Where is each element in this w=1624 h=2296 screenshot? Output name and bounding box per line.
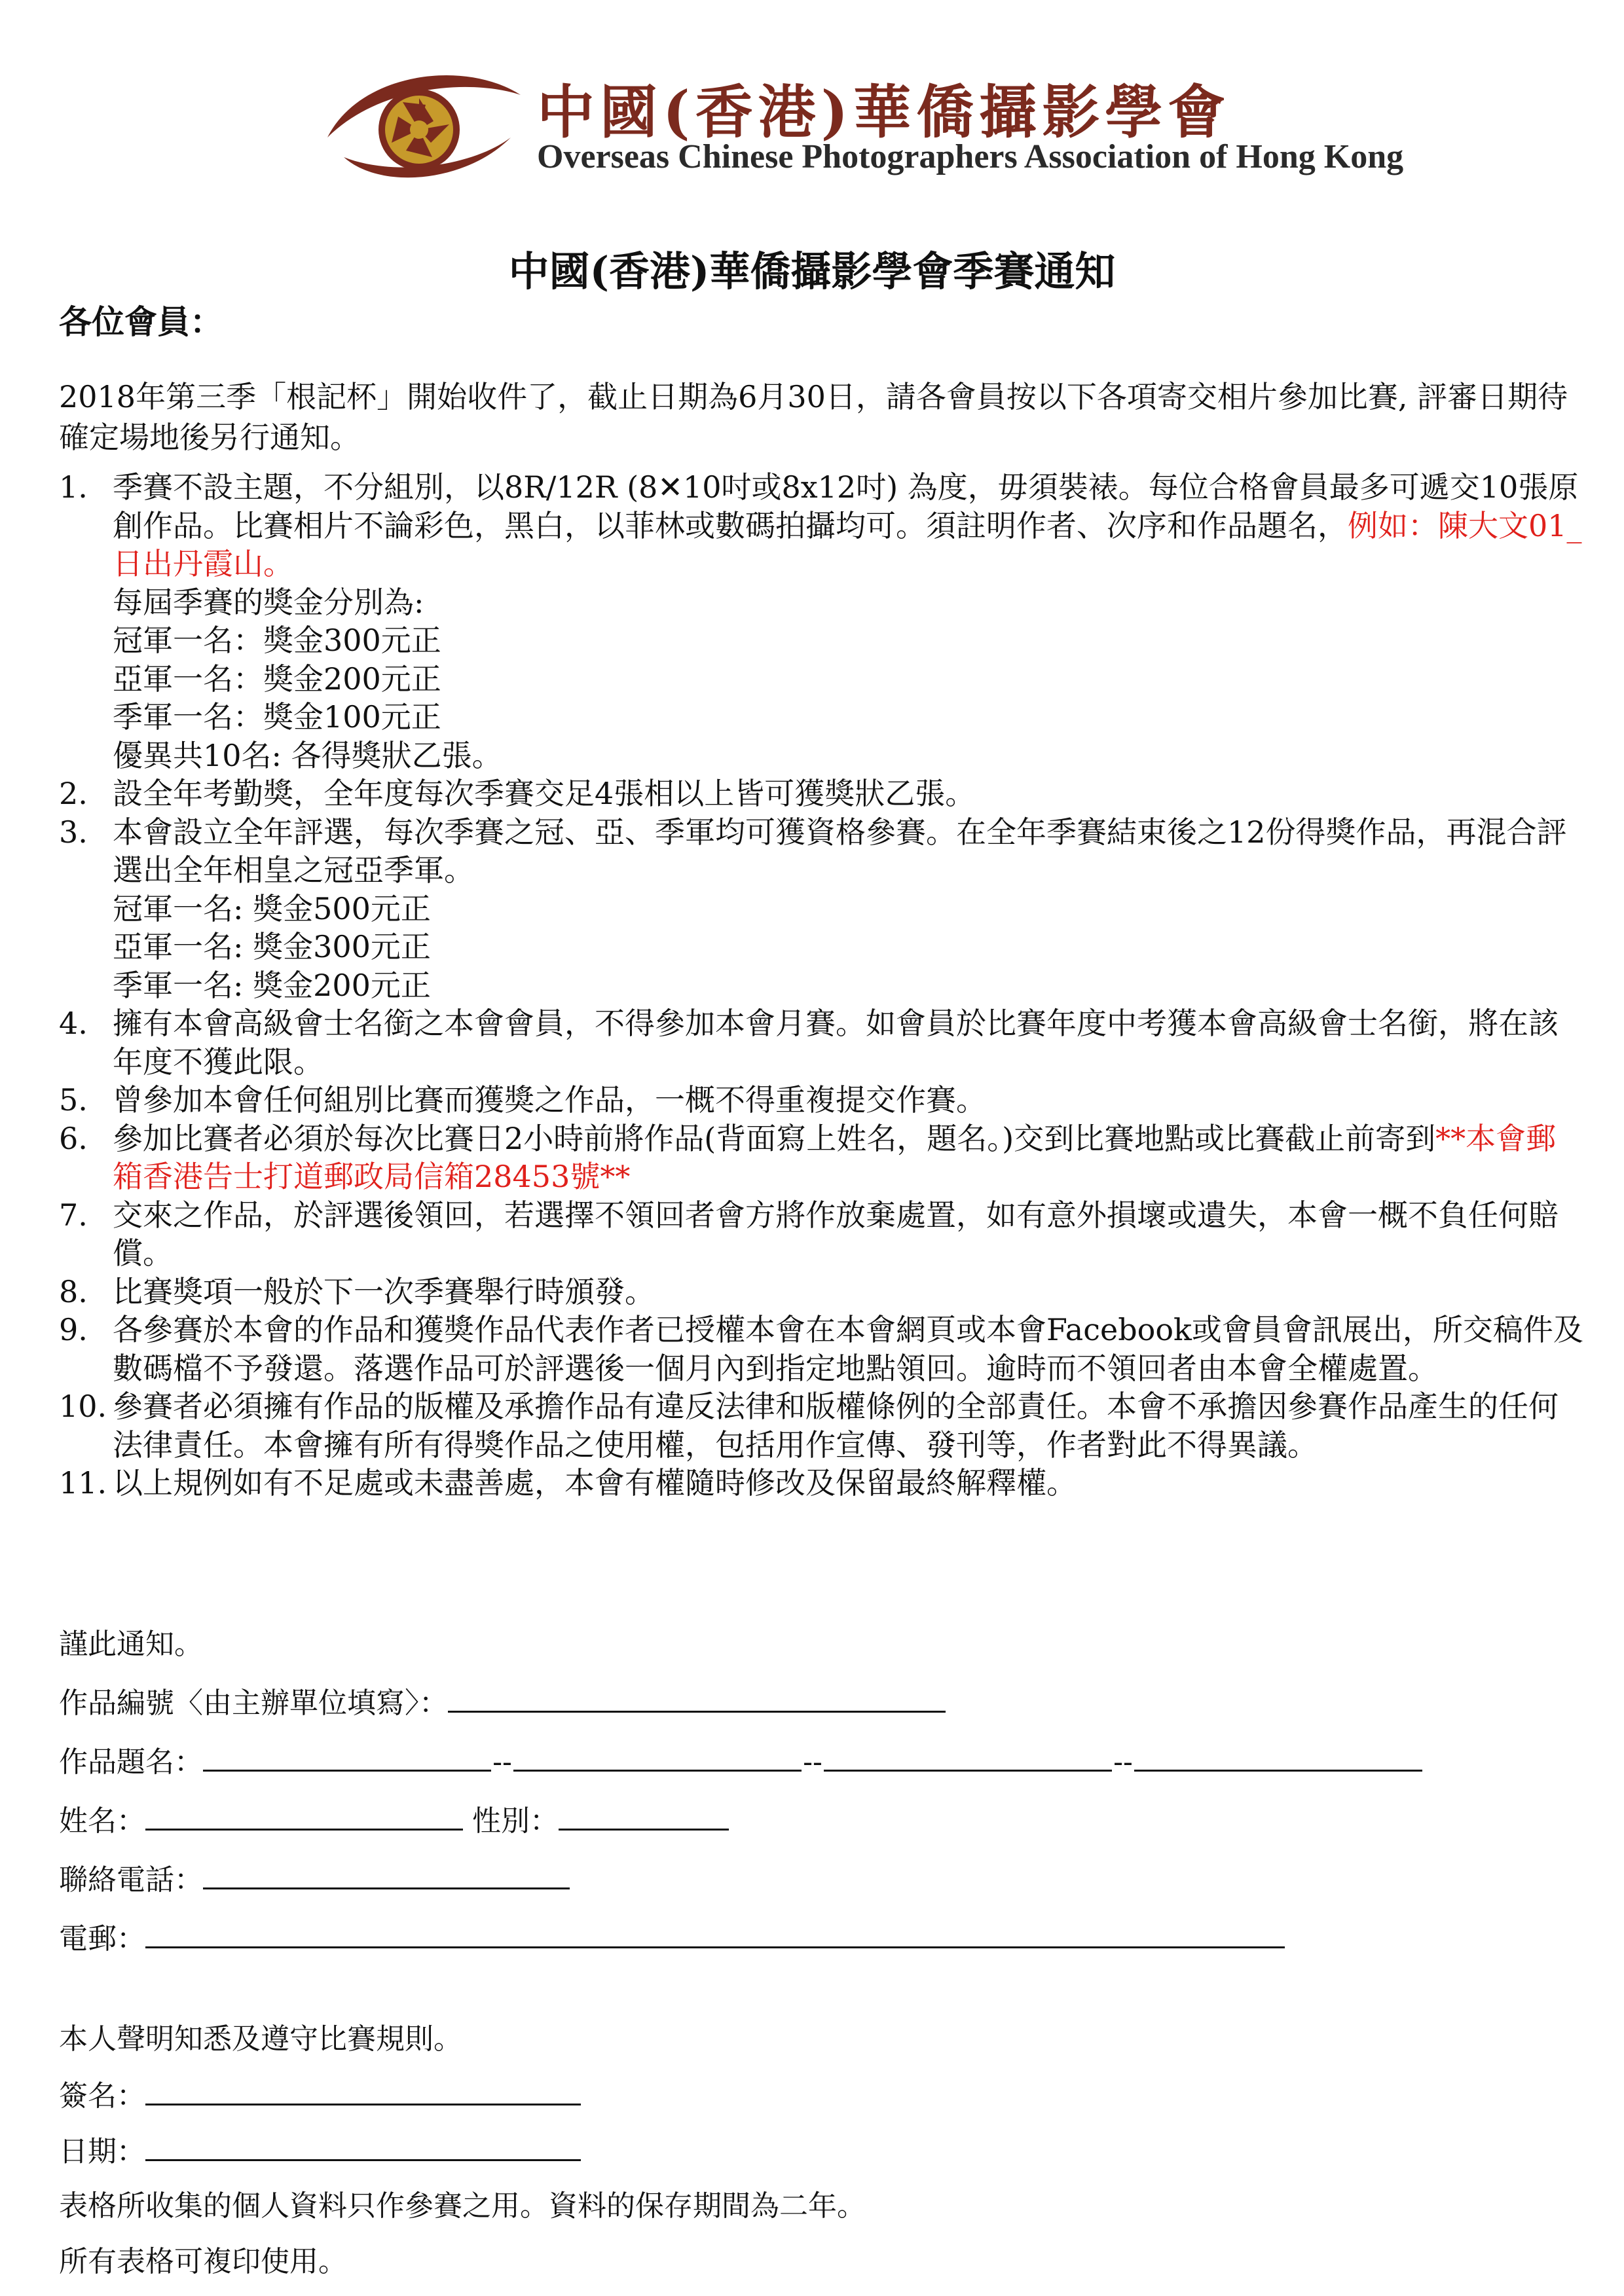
rule-number: 3.	[59, 814, 88, 850]
work-titles-label: 作品題名：	[59, 1745, 203, 1779]
entry-number-label: 作品編號〈由主辦單位填寫〉：	[59, 1686, 448, 1720]
phone-row	[59, 1856, 570, 1895]
rule-number: 10.	[59, 1389, 107, 1424]
rule-text: 參加比賽者必須於每次比賽日2小時前將作品(背面寫上姓名，題名。)交到比賽地點或比賽截止前寄到	[113, 1120, 1436, 1156]
intro-paragraph: 2018年第三季「根記杯」開始收件了，截止日期為6月30日，請各會員按以下各項寄交相片參加比賽, 評審日期待確定場地後另行通知。	[59, 379, 1568, 455]
signature-field[interactable]	[145, 2077, 581, 2105]
rule-number: 7.	[59, 1197, 88, 1233]
rule-text: 以上規例如有不足處或未盡善處，本會有權隨時修改及保留最終解釋權。	[113, 1465, 1077, 1501]
entry-number-field[interactable]	[448, 1685, 946, 1713]
prize-line: 優異共10名: 各得獎狀乙張。	[113, 737, 502, 773]
rule-number: 9.	[59, 1312, 88, 1347]
rule-number: 8.	[59, 1273, 88, 1309]
rule-item	[59, 1120, 1585, 1196]
rule-item	[59, 1311, 1585, 1387]
email-row	[59, 1915, 1285, 1954]
prize-line: 季軍一名：獎金100元正	[113, 699, 441, 735]
gender-field[interactable]	[559, 1802, 729, 1831]
rule-text: 季賽不設主題，不分組別，以8R/12R (8✕10吋或8x12吋) 為度，毋須裝裱。每位合格會員最多可遞交10張原創作品。比賽相片不論彩色，黑白，以菲林或數碼拍攝均可。須註明作者、次序和作品題名，	[113, 469, 1579, 543]
rule-item	[59, 1196, 1585, 1273]
email-label: 電郵：	[59, 1922, 145, 1956]
rule-item	[59, 774, 1585, 813]
rule-text: 曾參加本會任何組別比賽而獲獎之作品，一概不得重複提交作賽。	[113, 1082, 986, 1118]
rule-item	[59, 1273, 1585, 1311]
prize-line: 冠軍一名: 獎金500元正	[113, 890, 431, 926]
privacy-note: 表格所收集的個人資料只作參賽之用。資料的保存期間為二年。	[59, 2189, 866, 2223]
entry-number-row	[59, 1679, 946, 1719]
date-field[interactable]	[145, 2133, 581, 2161]
rule-item	[59, 1464, 1585, 1503]
rule-number: 2.	[59, 776, 88, 811]
rule-item	[59, 1387, 1585, 1464]
salutation: 各位會員：	[59, 302, 223, 341]
phone-field[interactable]	[203, 1861, 570, 1889]
closing-note: 謹此通知。	[59, 1628, 203, 1661]
signature-row	[59, 2072, 581, 2111]
rule-number: 6.	[59, 1120, 88, 1156]
association-logo	[321, 59, 524, 190]
prize-line: 冠軍一名：獎金300元正	[113, 623, 441, 658]
rule-item	[59, 813, 1585, 1005]
header	[321, 59, 1404, 190]
rule-item	[59, 1004, 1585, 1081]
rule-item	[59, 468, 1585, 774]
title-separator: --	[492, 1745, 512, 1779]
rule-text: 交來之作品，於評選後領回，若選擇不領回者會方將作放棄處置，如有意外損壞或遺失，本會一概不負任何賠償。	[113, 1197, 1559, 1271]
phone-label: 聯絡電話：	[59, 1863, 203, 1897]
name-gender-row	[59, 1797, 729, 1836]
page-title: 中國(香港)華僑攝影學會季賽通知	[508, 247, 1116, 295]
work-title-field-3[interactable]	[824, 1743, 1112, 1772]
rule-item	[59, 1081, 1585, 1120]
prize-line: 亞軍一名: 獎金300元正	[113, 929, 431, 964]
org-name-en: Overseas Chinese Photographers Association of Hong Kong	[537, 138, 1404, 175]
title-separator: --	[1113, 1745, 1133, 1779]
declaration-text: 本人聲明知悉及遵守比賽規則。	[59, 2022, 462, 2056]
name-label: 姓名：	[59, 1804, 145, 1838]
rule-text: 本會設立全年評選，每次季賽之冠、亞、季軍均可獲資格參賽。在全年季賽結束後之12份得獎作品，再混合評選出全年相皇之冠亞季軍。	[113, 814, 1567, 888]
work-title-field-4[interactable]	[1134, 1743, 1422, 1772]
date-row	[59, 2128, 581, 2167]
rule-text: 設全年考勤獎，全年度每次季賽交足4張相以上皆可獲獎狀乙張。	[113, 776, 976, 811]
title-separator: --	[803, 1745, 822, 1779]
work-title-field-1[interactable]	[203, 1743, 491, 1772]
copy-note: 所有表格可複印使用。	[59, 2245, 347, 2278]
rule-text: 擁有本會高級會士名銜之本會會員，不得參加本會月賽。如會員於比賽年度中考獲本會高級會士名銜，將在該年度不獲此限。	[113, 1006, 1559, 1080]
rule-number: 5.	[59, 1082, 88, 1118]
rules-list	[59, 468, 1585, 1503]
rule-highlight: 例如：陳大文01_日出丹霞山。	[113, 507, 1582, 581]
rule-text: 各參賽於本會的作品和獲獎作品代表作者已授權本會在本會網頁或本會Facebook或會員會訊展出，所交稿件及數碼檔不予發還。落選作品可於評選後一個月內到指定地點領回。逾時而不領回者由本會全權處置。	[113, 1312, 1583, 1386]
rule-number: 1.	[59, 469, 88, 505]
rule-number: 4.	[59, 1006, 88, 1041]
rule-highlight: **本會郵箱香港告士打道郵政局信箱28453號**	[113, 1120, 1557, 1194]
rule-text: 參賽者必須擁有作品的版權及承擔作品有違反法律和版權條例的全部責任。本會不承擔因參賽作品產生的任何法律責任。本會擁有所有得獎作品之使用權，包括用作宣傳、發刊等，作者對此不得異議。	[113, 1389, 1559, 1463]
rule-number: 11.	[59, 1465, 107, 1501]
prize-line: 每屆季賽的獎金分別為:	[113, 584, 424, 620]
org-name-zh: 中國(香港)華僑攝影學會	[537, 78, 1231, 146]
rule-text: 比賽獎項一般於下一次季賽舉行時頒發。	[113, 1273, 655, 1309]
name-field[interactable]	[145, 1802, 463, 1831]
signature-label: 簽名：	[59, 2079, 145, 2113]
work-title-field-2[interactable]	[513, 1743, 802, 1772]
work-titles-row	[59, 1738, 1422, 1777]
prize-line: 季軍一名: 獎金200元正	[113, 967, 431, 1003]
prize-line: 亞軍一名：獎金200元正	[113, 661, 441, 697]
date-label: 日期：	[59, 2135, 145, 2168]
gender-label: 性別：	[472, 1804, 559, 1838]
email-field[interactable]	[145, 1920, 1285, 1948]
